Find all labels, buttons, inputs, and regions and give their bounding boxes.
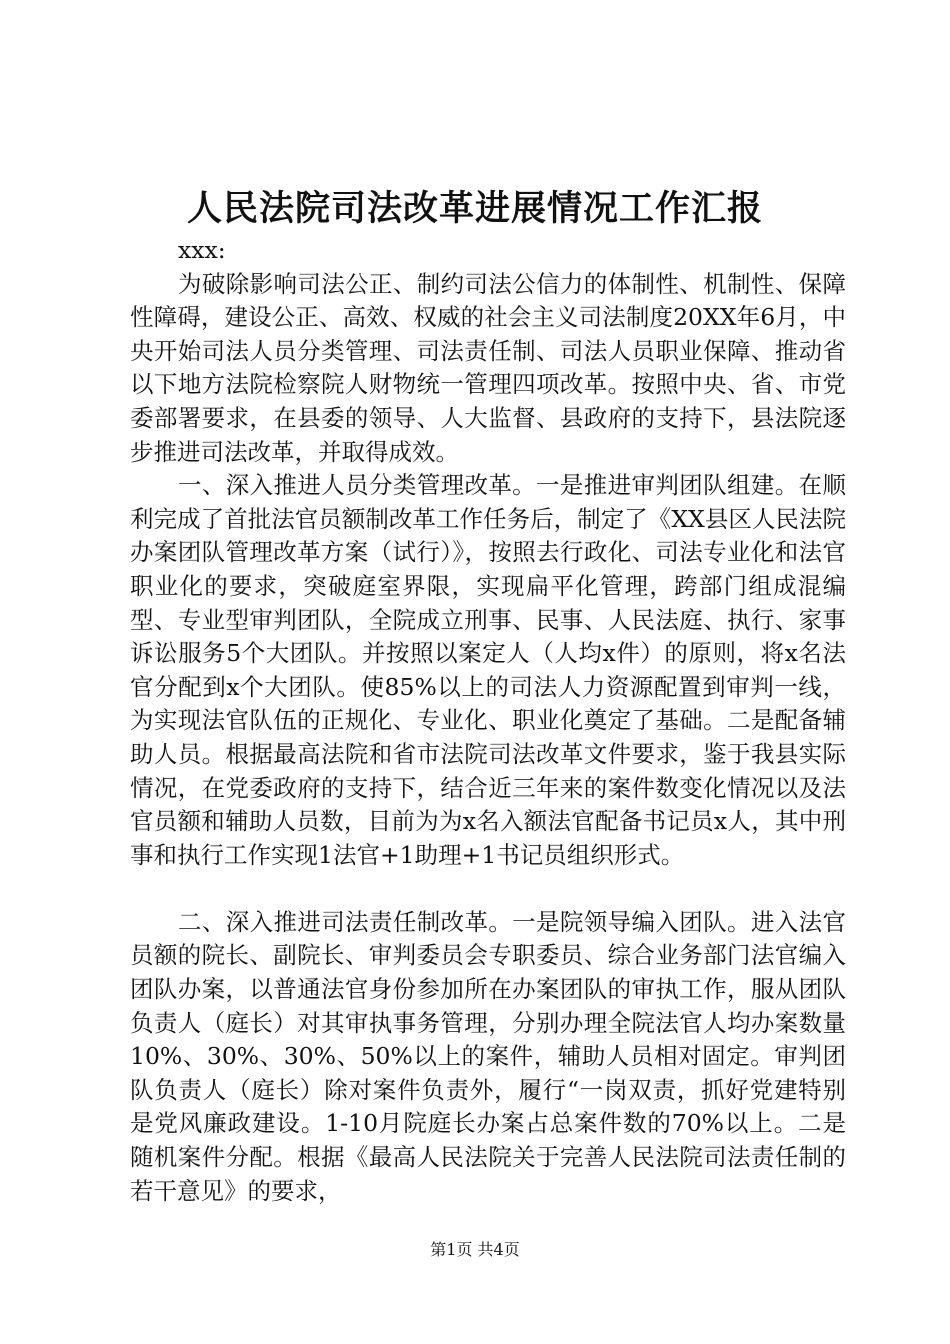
salutation: xxx:: [178, 236, 226, 264]
paragraph-spacer: [130, 872, 846, 906]
paragraph-personnel-reform: 一、深入推进人员分类管理改革。一是推进审判团队组建。在顺利完成了首批法官员额制改革工作任务后，制定了《XX县区人民法院办案团队管理改革方案（试行）》，按照去行政化、司法专业化和法官职业化的要求，突破庭室界限，实现扁平化管理，跨部门组成混编型、专业型审判团队，全院成立刑事、民事、人民法庭、执行、家事诉讼服务5个大团队。并按照以案定人（人均x件）的原则，将x名法官分配到x个大团队。使85%以上的司法人力资源配置到审判一线，为实现法官队伍的正规化、专业化、职业化奠定了基础。二是配备辅助人员。根据最高法院和省市法院司法改革文件要求，鉴于我县实际情况，在党委政府的支持下，结合近三年来的案件数变化情况以及法官员额和辅助人员数，目前为为x名入额法官配备书记员x人，其中刑事和执行工作实现1法官+1助理+1书记员组织形式。: [130, 471, 846, 869]
paragraph-responsibility-reform: 二、深入推进司法责任制改革。一是院领导编入团队。进入法官员额的院长、副院长、审判委员会专职委员、综合业务部门法官编入团队办案，以普通法官身份参加所在办案团队的审执工作，服从团队负责人（庭长）对其审执事务管理，分别办理全院法官人均办案数量10%、30%、30%、50%以上的案件，辅助人员相对固定。审判团队负责人（庭长）除对案件负责外，履行“一岗双责，抓好党建特别是党风廉政建设。1-10月院庭长办案占总案件数的70%以上。二是随机案件分配。根据《最高人民法院关于完善人民法院司法责任制的若干意见》的要求，: [130, 907, 846, 1205]
paragraph-intro: 为破除影响司法公正、制约司法公信力的体制性、机制性、保障性障碍，建设公正、高效、权威的社会主义司法制度20XX年6月，中央开始司法人员分类管理、司法责任制、司法人员职业保障、推动省以下地方法院检察院人财物统一管理四项改革。按照中央、省、市党委部署要求，在县委的领导、人大监督、县政府的支持下，县法院逐步推进司法改革，并取得成效。: [130, 269, 846, 466]
document-body: [130, 234, 846, 1208]
document-title: 人民法院司法改革进展情况工作汇报: [186, 188, 763, 229]
page-footer: 第1页 共4页: [430, 1240, 520, 1259]
